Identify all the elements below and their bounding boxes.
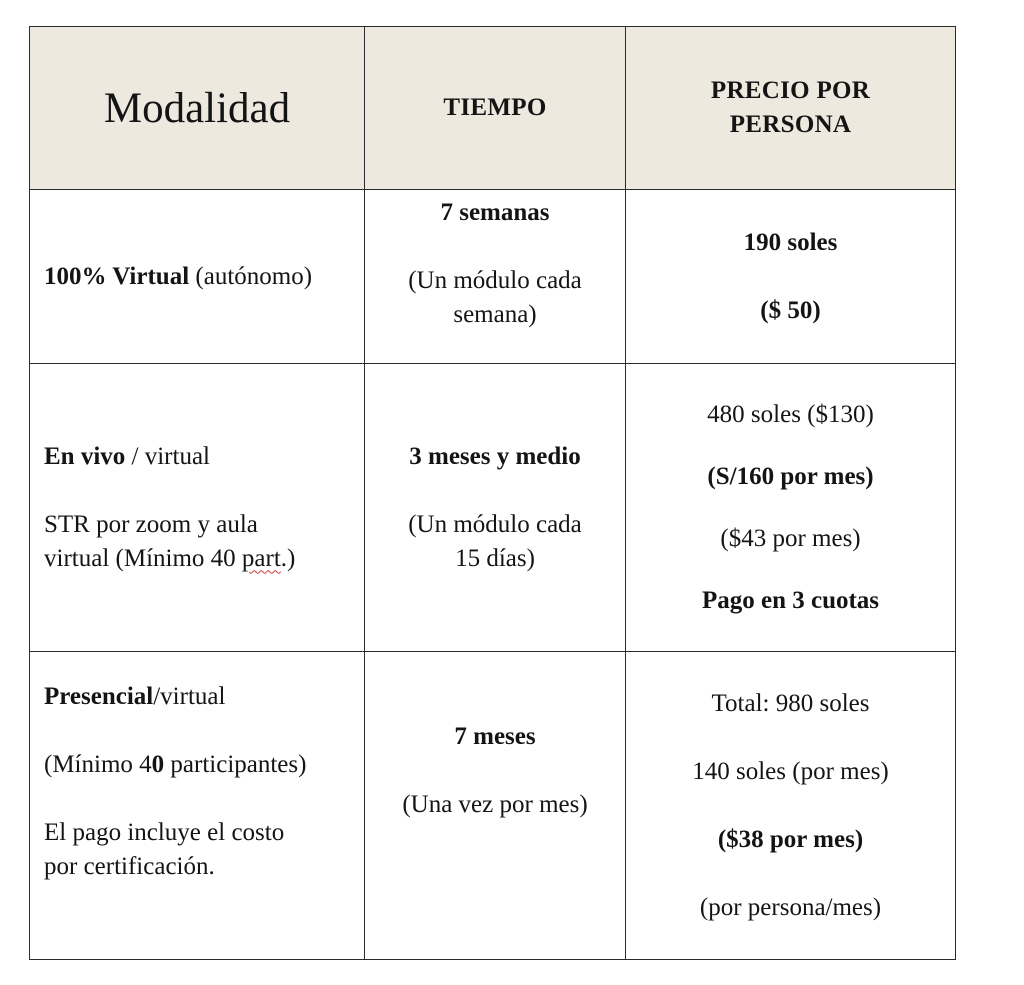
row3-modalidad-detail-line3: por certificación. — [44, 853, 215, 880]
row3-precio-line3: ($38 por mes) — [717, 825, 864, 853]
row1-precio-line2: ($ 50) — [760, 296, 821, 324]
header-row — [30, 27, 956, 190]
row2-modalidad — [30, 364, 365, 652]
row3-modalidad-detail-line2: El pago incluye el costo — [44, 819, 285, 846]
pricing-table — [29, 26, 956, 960]
row2-precio-line2: (S/160 por mes) — [707, 462, 874, 490]
row2-tiempo-detail-line1: (Un módulo cada — [408, 510, 582, 538]
row2-modalidad-detail-line2-b: part — [241, 544, 281, 572]
row1-modalidad-bold: 100% Virtual — [44, 262, 190, 290]
row2-modalidad-bold: En vivo — [44, 442, 126, 470]
row1-tiempo-main: 7 semanas — [440, 199, 550, 226]
row2-modalidad-detail-line1: STR por zoom y aula — [44, 510, 258, 538]
row2-tiempo-main: 3 meses y medio — [409, 442, 581, 470]
row2-modalidad-detail-line2-a: virtual (Mínimo 40 — [44, 544, 242, 572]
row2-precio-line3: ($43 por mes) — [720, 524, 861, 552]
table-row — [30, 652, 956, 960]
row3-precio-line1: Total: 980 soles — [711, 689, 870, 717]
row3-modalidad-bold: Presencial — [44, 683, 154, 710]
row1-tiempo — [365, 190, 626, 364]
header-modalidad-text: Modalidad — [103, 84, 291, 132]
row3-modalidad-detail-line1-b: 0 — [151, 751, 165, 778]
row3-modalidad-rest: /virtual — [153, 683, 226, 710]
row1-precio-line1: 190 soles — [743, 228, 838, 256]
row1-modalidad — [30, 190, 365, 364]
row2-tiempo — [365, 364, 626, 652]
row3-precio-line4: (por persona/mes) — [699, 893, 882, 921]
row3-tiempo — [365, 652, 626, 960]
row3-tiempo-main: 7 meses — [454, 723, 536, 750]
row3-modalidad-detail-line1-a: (Mínimo 4 — [44, 751, 152, 778]
row3-modalidad-detail-line1-c: participantes) — [164, 751, 307, 778]
row1-tiempo-detail-line1: (Un módulo cada — [408, 267, 582, 294]
row2-precio — [626, 364, 956, 652]
row2-modalidad-detail-line2-c: .) — [280, 544, 296, 572]
table-row — [30, 190, 956, 364]
header-precio-line1: PRECIO POR — [710, 77, 871, 104]
header-precio — [626, 27, 956, 190]
row2-precio-line1: 480 soles ($130) — [707, 400, 874, 428]
row1-tiempo-detail-line2: semana) — [453, 301, 537, 328]
row3-modalidad — [30, 652, 365, 960]
row2-modalidad-rest: / virtual — [125, 442, 210, 470]
header-tiempo — [365, 27, 626, 190]
table-row — [30, 364, 956, 652]
row3-precio — [626, 652, 956, 960]
row2-precio-line4: Pago en 3 cuotas — [701, 586, 880, 614]
header-precio-line2: PERSONA — [729, 111, 852, 138]
row1-precio — [626, 190, 956, 364]
header-tiempo-text: TIEMPO — [443, 94, 547, 121]
row1-modalidad-rest: (autónomo) — [189, 262, 313, 290]
row3-tiempo-detail: (Una vez por mes) — [402, 791, 588, 818]
header-modalidad — [30, 27, 365, 190]
row3-precio-line2: 140 soles (por mes) — [692, 757, 889, 785]
row2-tiempo-detail-line2: 15 días) — [455, 544, 535, 572]
